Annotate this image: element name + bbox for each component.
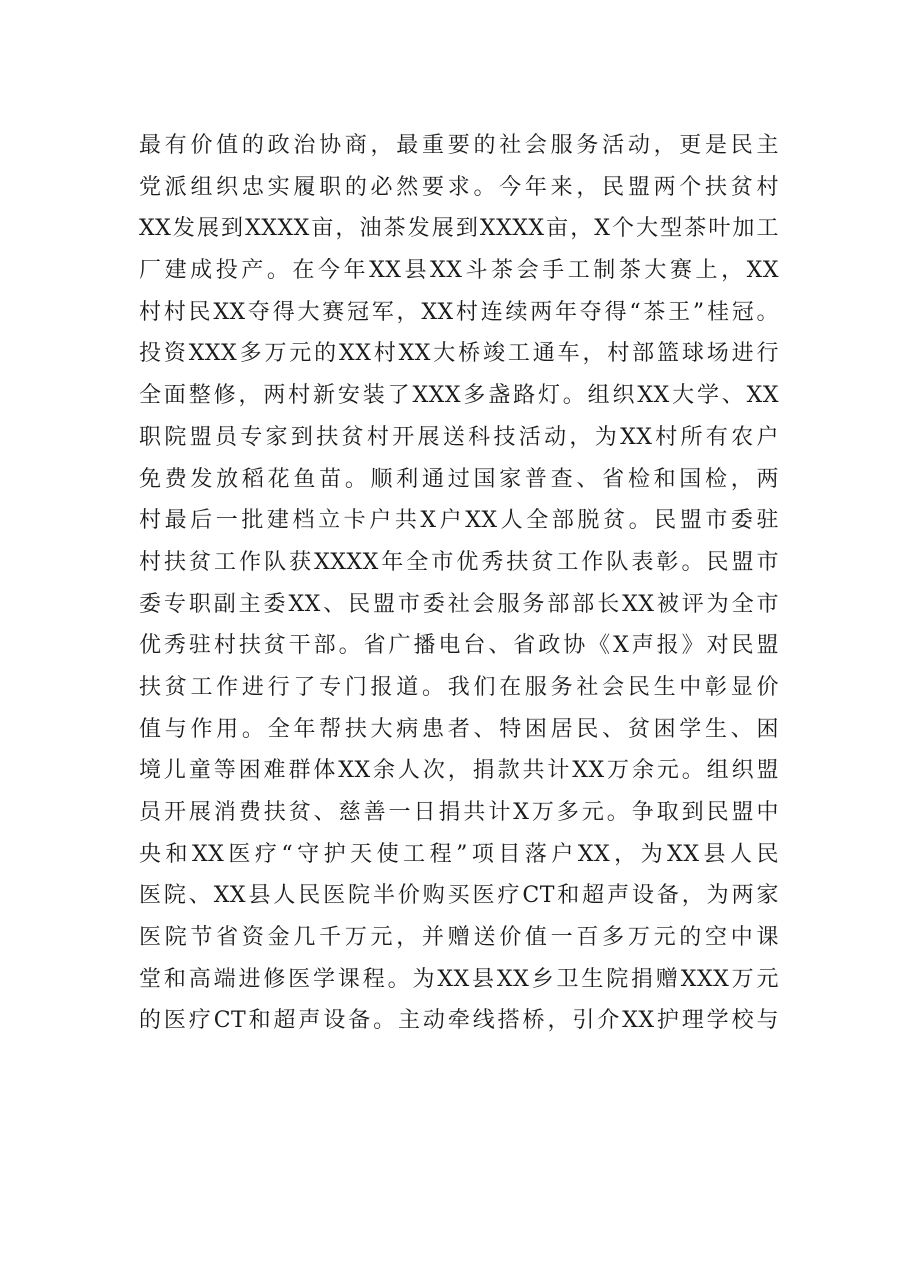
- text-line: XX发展到XXXX亩，油茶发展到XXXX亩，X个大型茶叶加工: [139, 216, 779, 242]
- text-line: 境儿童等困难群体XX余人次，捐款共计XX万余元。组织盟: [139, 758, 779, 784]
- text-line: 堂和高端进修医学课程。为XX县XX乡卫生院捐赠XXX万元: [139, 966, 779, 992]
- text-line: 的医疗CT和超声设备。主动牵线搭桥，引介XX护理学校与: [139, 1008, 779, 1034]
- text-line: 央和XX医疗“守护天使工程”项目落户XX，为XX县人民: [139, 841, 779, 867]
- text-line: 值与作用。全年帮扶大病患者、特困居民、贫困学生、困: [139, 716, 779, 742]
- text-line: 医院、XX县人民医院半价购买医疗CT和超声设备，为两家: [139, 883, 779, 909]
- text-line: 村最后一批建档立卡户共X户XX人全部脱贫。民盟市委驻: [139, 508, 779, 534]
- text-line: 全面整修，两村新安装了XXX多盏路灯。组织XX大学、XX: [139, 383, 779, 409]
- text-line: 厂建成投产。在今年XX县XX斗茶会手工制茶大赛上，XX: [139, 258, 779, 284]
- text-line: 村村民XX夺得大赛冠军，XX村连续两年夺得“茶王”桂冠。: [139, 299, 779, 325]
- text-line: 村扶贫工作队获XXXX年全市优秀扶贫工作队表彰。民盟市: [139, 549, 779, 575]
- text-line: 党派组织忠实履职的必然要求。今年来，民盟两个扶贫村: [139, 174, 779, 200]
- text-line: 职院盟员专家到扶贫村开展送科技活动，为XX村所有农户: [139, 424, 779, 450]
- text-line: 优秀驻村扶贫干部。省广播电台、省政协《X声报》对民盟: [139, 633, 779, 659]
- text-line: 委专职副主委XX、民盟市委社会服务部部长XX被评为全市: [139, 591, 779, 617]
- body-paragraph: [139, 125, 779, 1042]
- text-line: 免费发放稻花鱼苗。顺利通过国家普查、省检和国检，两: [139, 466, 779, 492]
- text-line: 员开展消费扶贫、慈善一日捐共计X万多元。争取到民盟中: [139, 800, 779, 825]
- text-line: 医院节省资金几千万元，并赠送价值一百多万元的空中课: [139, 925, 779, 951]
- text-line: 最有价值的政治协商，最重要的社会服务活动，更是民主: [139, 133, 779, 158]
- text-line: 投资XXX多万元的XX村XX大桥竣工通车，村部篮球场进行: [139, 341, 779, 367]
- text-line: 扶贫工作进行了专门报道。我们在服务社会民生中彰显价: [139, 674, 779, 700]
